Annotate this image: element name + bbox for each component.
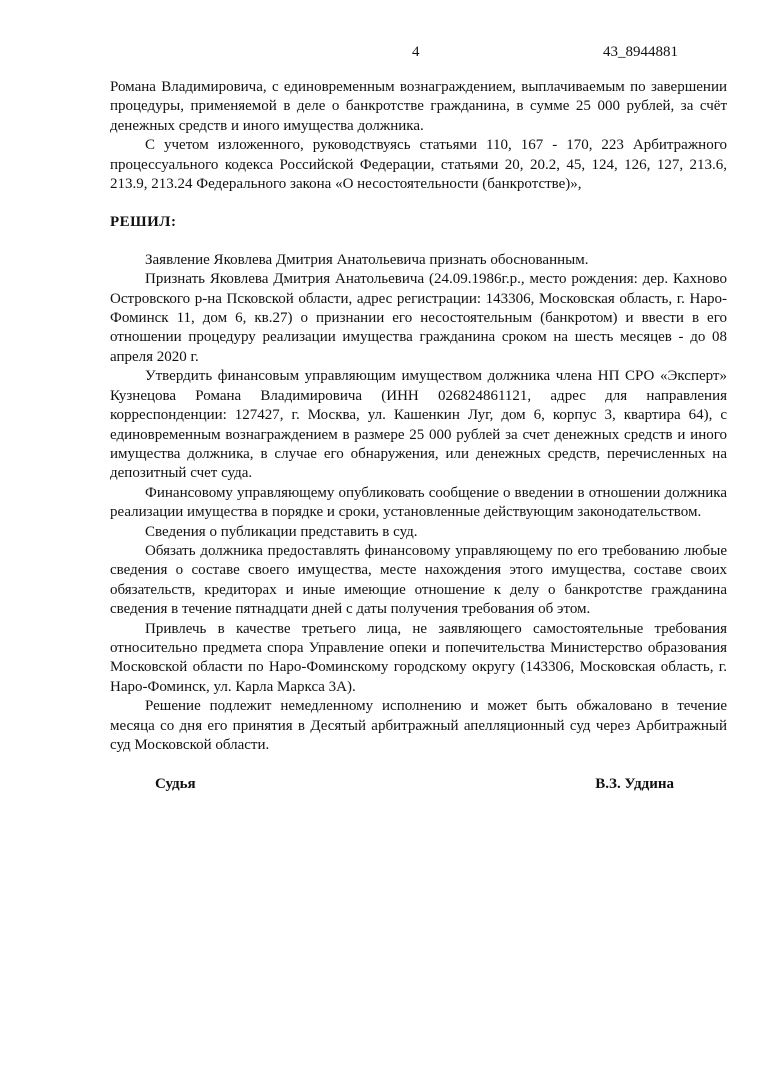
page-number: 4 bbox=[412, 44, 420, 60]
paragraph-5: Утвердить финансовым управляющим имуществом должника члена НП СРО «Эксперт» Кузнецова Романа Владимировича (ИНН 026824861121, адрес для направления корреспонденции: 127427, г. Москва, ул. Кашенкин Луг, дом 6, корпус 3, квартира 64), с единовременным вознаграждением в размере 25 000 рублей за счет денежных средств и иного имущества должника, в случае его обнаружения, или денежных средств, перечисленных на депозитный счет суда. bbox=[110, 368, 727, 482]
decision-heading: РЕШИЛ: bbox=[110, 214, 177, 231]
judge-label: Судья bbox=[155, 776, 196, 793]
paragraph-3: Заявление Яковлева Дмитрия Анатольевича признать обоснованным. bbox=[145, 251, 589, 268]
signature-block bbox=[110, 775, 727, 795]
paragraph-2: С учетом изложенного, руководствуясь статьями 110, 167 - 170, 223 Арбитражного процессуального кодекса Российской Федерации, статьями 20, 20.2, 45, 124, 126, 127, 213.6, 213.9, 213.24 Федерального закона «О несостоятельности (банкротстве)», bbox=[110, 137, 727, 193]
paragraph-4: Признать Яковлева Дмитрия Анатольевича (24.09.1986г.р., место рождения: дер. Кахново Островского р-на Псковской области, адрес регистрации: 143306, Московская область, г. Наро-Фоминск 11, дом 6, кв.27) о признании его несостоятельным (банкротом) и ввести в его отношении процедуру реализации имущества гражданина сроком на шесть месяцев - до 08 апреля 2020 г. bbox=[110, 271, 727, 365]
paragraph-6: Финансовому управляющему опубликовать сообщение о введении в отношении должника реализации имущества в порядке и сроки, установленные действующим законодательством. bbox=[110, 484, 727, 521]
case-number: 43_8944881 bbox=[603, 44, 678, 60]
paragraph-1: Романа Владимировича, с единовременным вознаграждением, выплачиваемым по завершении процедуры, применяемой в деле о банкротстве гражданина, в сумме 25 000 рублей, за счёт денежных средств и иного имущества должника. bbox=[110, 79, 727, 134]
paragraph-8: Обязать должника предоставлять финансовому управляющему по его требованию любые сведения о составе своего имущества, месте нахождения этого имущества, составе своих обязательств, кредиторах и иные имеющие отношение к делу о банкротстве гражданина сведения в течение пятнадцати дней с даты получения требования об этом. bbox=[110, 542, 727, 618]
paragraph-10: Решение подлежит немедленному исполнению и может быть обжаловано в течение месяца со дня его принятия в Десятый арбитражный апелляционный суд через Арбитражный суд Московской области. bbox=[110, 698, 727, 753]
paragraph-7: Сведения о публикации представить в суд. bbox=[145, 523, 418, 540]
paragraph-9: Привлечь в качестве третьего лица, не заявляющего самостоятельные требования относительно предмета спора Управление опеки и попечительства Министерство образования Московской области по Наро-Фоминскому городскому округу (143306, Московская область, г. Наро-Фоминск, ул. Карла Маркса 3А). bbox=[110, 620, 727, 695]
document-body bbox=[110, 78, 727, 795]
judge-name: В.З. Уддина bbox=[595, 776, 674, 793]
